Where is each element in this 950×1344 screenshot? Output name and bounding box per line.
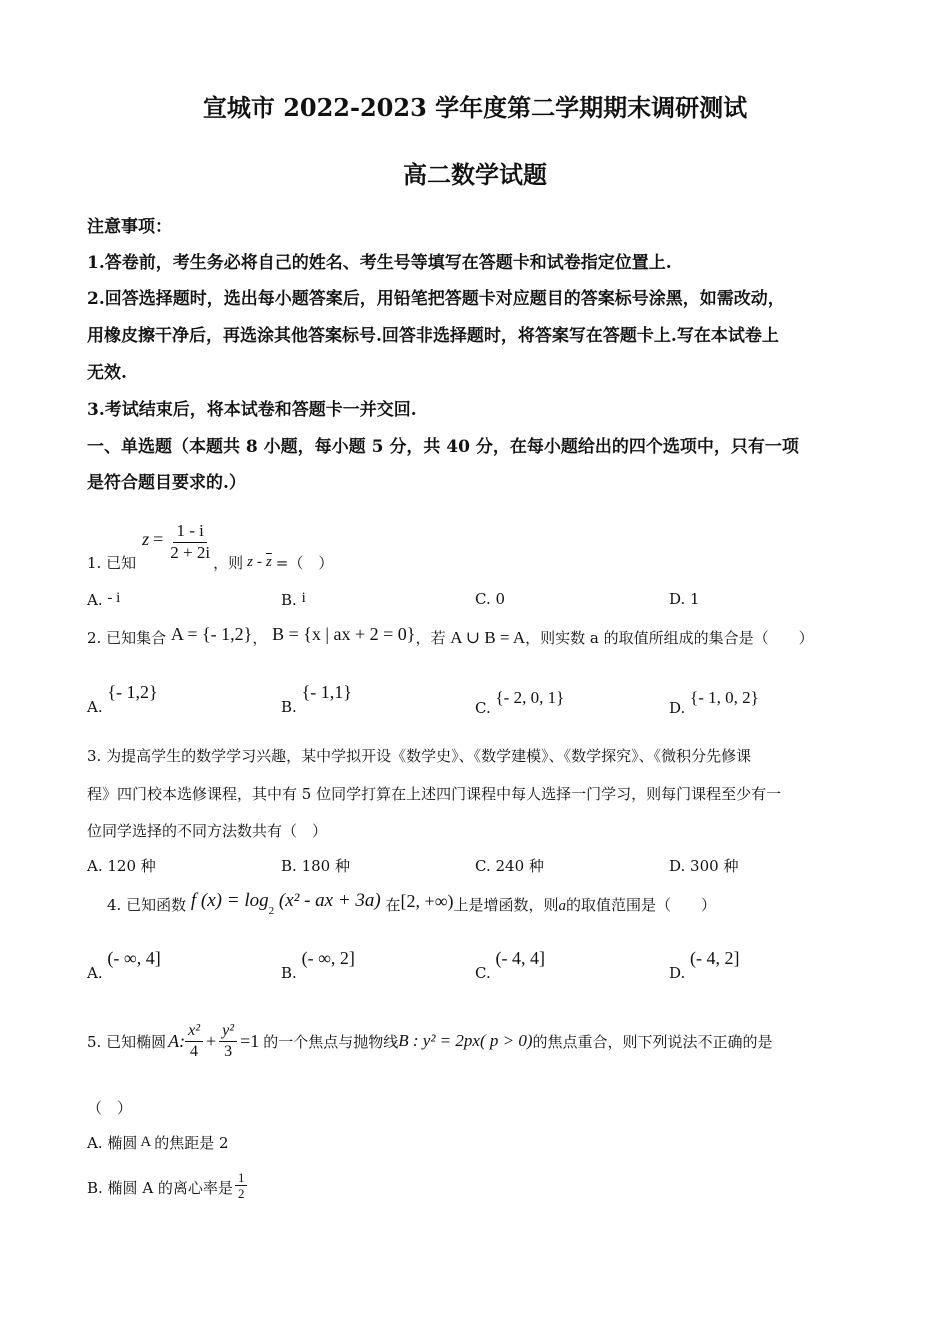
q3-option-c: C. 240 种 (475, 857, 544, 875)
section-heading-cont: 是符合题目要求的.） (87, 473, 246, 493)
q1-mid: ，则 (213, 553, 244, 572)
q5-ellipse-label: A: (168, 1030, 186, 1051)
q4-option-d: D. (- 4, 2] (669, 948, 740, 982)
q1-z2: z (247, 553, 253, 570)
question-4: 4. 已知函数 f $(x) = \log_2 (x^2$ - ax + 3a) 在[2, +∞)上是增函数，则a的取值范围是（ ） (107, 890, 717, 917)
q1-numerator: 1 - i (173, 521, 206, 542)
q1-suffix: =（ ） (275, 553, 334, 572)
q2-set-b: B = {x | ax + 2 = 0} (272, 624, 416, 644)
q1-option-a: A. - i (87, 590, 121, 609)
q2-condition: A ∪ B = A (450, 628, 526, 647)
q5-parabola: B : y² = 2px( p > 0) (398, 1031, 533, 1050)
q1-eq: = (153, 528, 164, 549)
q3-option-d: D. 300 种 (669, 857, 739, 875)
q5-option-a: A. 椭圆 A 的焦距是 2 (87, 1134, 229, 1152)
q1-minus: - (256, 553, 262, 570)
q4-option-c: C. (- 4, 4] (475, 948, 545, 982)
question-2: 2. 已知集合 A = {- 1,2}， B = {x | ax + 2 = 0}，若 A ∪ B = A，则实数 a 的取值所组成的集合是（ ） (87, 624, 814, 647)
page-title: 宣城市 2022-2023 学年度第二学期期末调研测试 (202, 93, 748, 122)
q1-option-c: C. 0 (475, 590, 506, 608)
q1-zbar: $\overline{z}$ (265, 553, 272, 570)
q1-option-d: D. 1 (669, 590, 700, 608)
q2-option-c: C. {- 2, 0, 1} (475, 688, 565, 717)
question-3-line-2: 程》四门校本选修课程，其中有 5 位同学打算在上述四门课程中每人选择一门学习，则每门课程至少有一 (87, 785, 782, 803)
notice-item-1: 1.答卷前，考生务必将自己的姓名、考生号等填写在答题卡和试卷指定位置上. (87, 253, 672, 273)
q1-fraction (167, 521, 213, 563)
q4-argument: (x² - ax + 3a) (278, 890, 381, 911)
page-subtitle: 高二数学试题 (403, 160, 547, 189)
q1-denominator: 2 + 2i (170, 542, 211, 562)
q4-option-a: A. (- ∞, 4] (87, 948, 161, 982)
q5-fraction-x: $\frac{\text{x²}}{4}$ (185, 1021, 203, 1060)
q4-function: f (x) = log (190, 890, 269, 911)
q2-option-d: D. {- 1, 0, 2} (669, 688, 759, 717)
question-3-line-3: 位同学选择的不同方法数共有（ ） (87, 822, 328, 840)
q2-set-a: A = {- 1,2} (170, 624, 253, 644)
q2-option-a: A. {- 1,2} (87, 682, 158, 716)
notice-heading: 注意事项： (87, 217, 172, 237)
notice-item-2-cont: 用橡皮擦干净后，再选涂其他答案标号.回答非选择题时，将答案写在答题卡上.写在本试卷上 (87, 326, 779, 346)
notice-item-2: 2.回答选择题时，选出每小题答案后，用铅笔把答题卡对应题目的答案标号涂黑，如需改动， (87, 289, 785, 309)
q3-option-b: B. 180 种 (281, 857, 350, 875)
question-5: 5. 已知椭圆 A: $\frac{\text{x²}}{4}$ + $\frac{\text{y²}}{3}$ =1 的一个焦点与抛物线 B : y² = 2px( p > 0) 的焦点重合，则下列说法不正确的是 (87, 1022, 773, 1060)
q5-option-b: B. 椭圆 A 的离心率是 $\frac{1}{2}$ (87, 1162, 247, 1202)
q1-z: z (142, 528, 150, 549)
question-1 (87, 508, 333, 580)
notice-item-3: 3.考试结束后，将本试卷和答题卡一并交回. (87, 400, 417, 420)
q5-option-b-fraction: $\frac{1}{2}$ (235, 1170, 248, 1202)
notice-item-2-end: 无效. (87, 363, 127, 383)
q1-option-b: B. i (281, 590, 306, 609)
q4-interval: [2, +∞) (400, 891, 454, 911)
q1-prefix: 1. 已知 (87, 553, 137, 572)
section-heading: 一、单选题（本题共 8 小题，每小题 5 分，共 40 分，在每小题给出的四个选项中，只有一项 (87, 437, 799, 457)
q2-option-b: B. {- 1,1} (281, 682, 352, 716)
q5-answer-bracket: （ ） (87, 1099, 133, 1117)
question-3-line-1: 3. 为提高学生的数学学习兴趣，某中学拟开设《数学史》、《数学建模》、《数学探究》、《微积分先修课 (87, 747, 752, 765)
q5-fraction-y: $\frac{\text{y²}}{3}$ (219, 1021, 237, 1060)
q3-option-a: A. 120 种 (87, 857, 156, 875)
q4-option-b: B. (- ∞, 2] (281, 948, 355, 982)
